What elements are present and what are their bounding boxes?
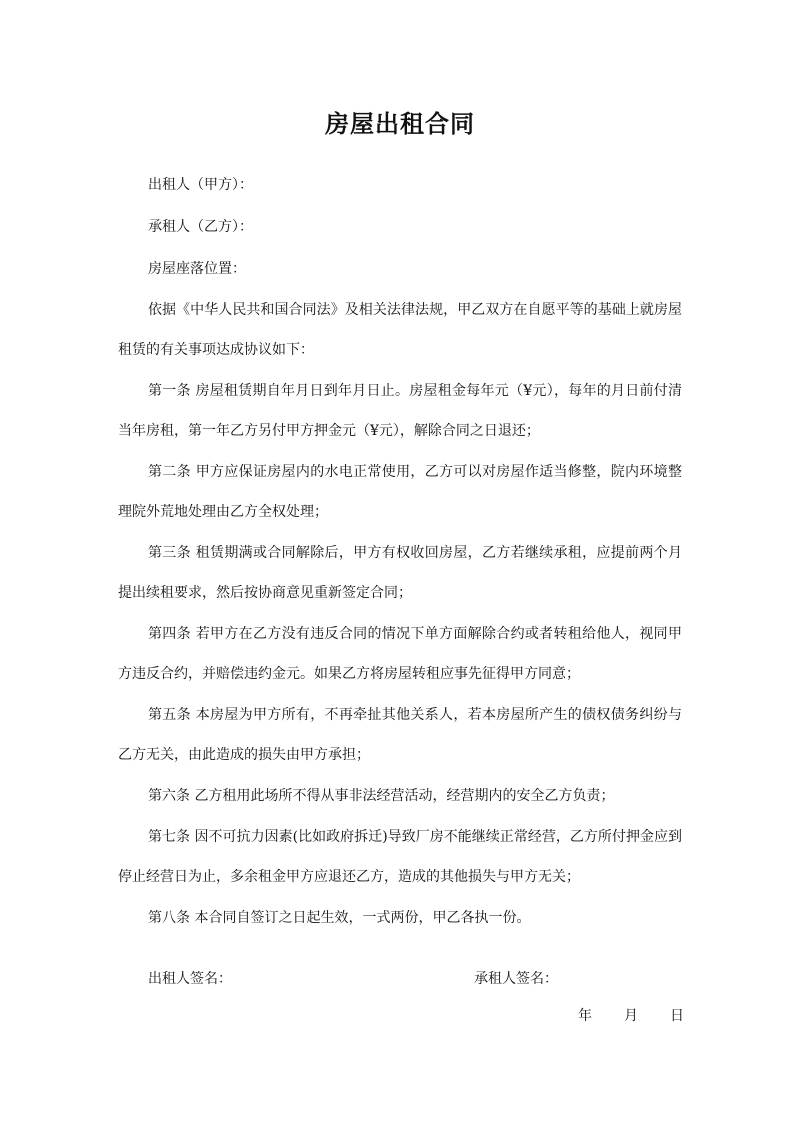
article-3: 第三条 租赁期满或合同解除后，甲方有权收回房屋，乙方若继续承租，应提前两个月提出续租要求，然后按协商意见重新签定合同； (118, 545, 682, 601)
lessee-field: 承租人（乙方）： (148, 219, 253, 235)
location-field: 房屋座落位置： (148, 261, 246, 277)
lessor-field: 出租人（甲方）： (148, 177, 253, 193)
article-7: 第七条 因不可抗力因素(比如政府拆迁)导致厂房不能继续正常经营，乙方所付押金应到停止经营日为止，多余租金甲方应退还乙方，造成的其他损失与甲方无关； (118, 829, 682, 885)
article-5: 第五条 本房屋为甲方所有，不再牵扯其他关系人，若本房屋所产生的债权债务纠纷与乙方无关，由此造成的损失由甲方承担； (118, 707, 682, 763)
lessor-signature-label: 出租人签名： (148, 971, 232, 987)
date-month: 月 (624, 1008, 638, 1024)
contract-body (118, 0, 682, 1130)
article-8: 第八条 本合同自签订之日起生效，一式两份，甲乙各执一份。 (148, 910, 531, 926)
date-day: 日 (670, 1008, 684, 1024)
signing-date (578, 1005, 684, 1025)
article-2: 第二条 甲方应保证房屋内的水电正常使用，乙方可以对房屋作适当修整，院内环境整理院外荒地处理由乙方全权处理； (118, 464, 682, 520)
document-title: 房屋出租合同 (325, 109, 475, 138)
article-4: 第四条 若甲方在乙方没有违反合同的情况下单方面解除合约或者转租给他人，视同甲方违反合约，并赔偿违约金元。如果乙方将房屋转租应事先征得甲方同意； (118, 626, 682, 682)
date-year: 年 (578, 1008, 592, 1024)
article-6: 第六条 乙方租用此场所不得从事非法经营活动，经营期内的安全乙方负责； (148, 788, 615, 804)
lessee-signature-label: 承租人签名： (474, 971, 558, 987)
intro-paragraph: 依据《中华人民共和国合同法》及相关法律法规，甲乙双方在自愿平等的基础上就房屋租赁的有关事项达成协议如下： (118, 302, 682, 358)
article-1: 第一条 房屋租赁期自年月日到年月日止。房屋租金每年元（¥元），每年的月日前付清当年房租，第一年乙方另付甲方押金元（¥元），解除合同之日退还； (118, 383, 682, 439)
